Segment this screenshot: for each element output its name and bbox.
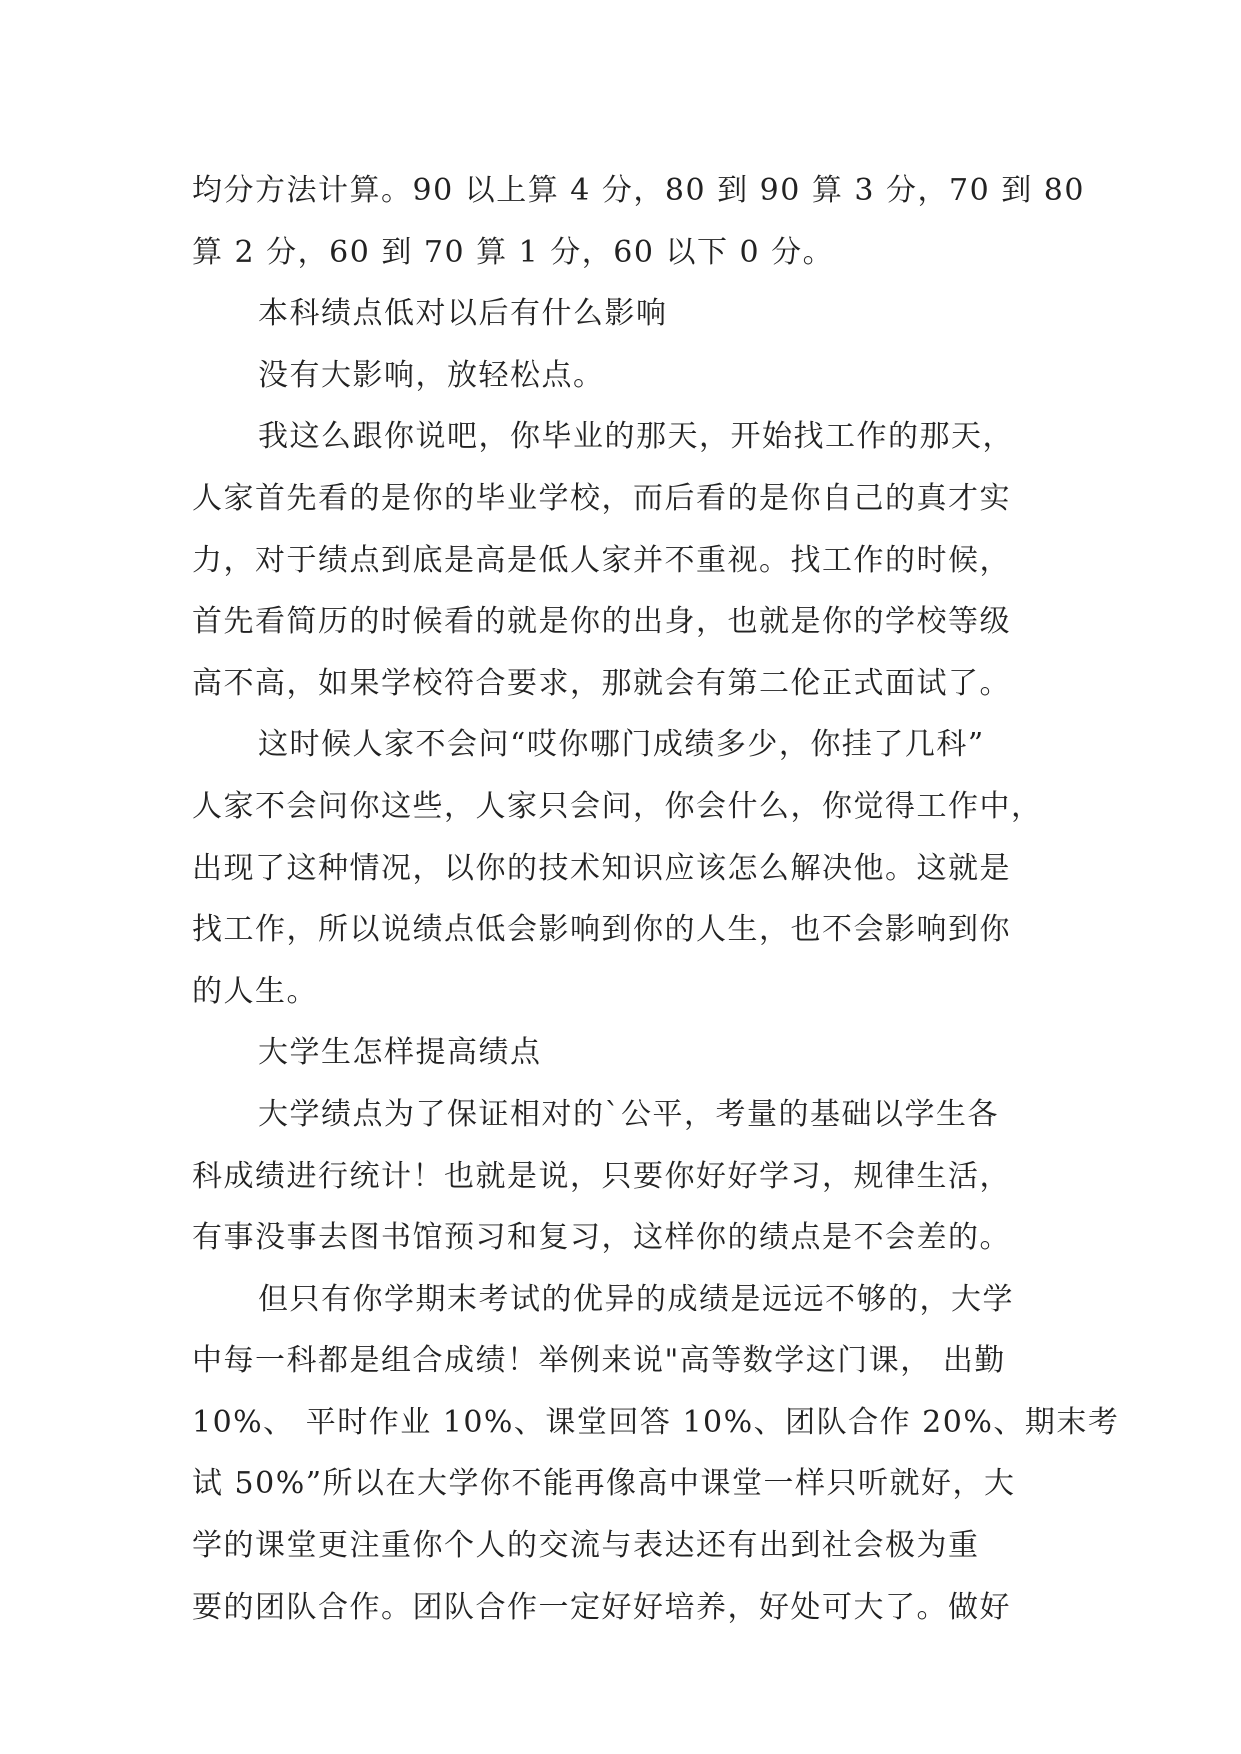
text-line: 学的课堂更注重你个人的交流与表达还有出到社会极为重 — [192, 1528, 980, 1564]
body-text — [192, 160, 1120, 1638]
text-line: 科成绩进行统计！也就是说，只要你好好学习，规律生活， — [192, 1158, 1011, 1194]
text-line: 人家不会问你这些，人家只会问，你会什么，你觉得工作中， — [192, 788, 1043, 824]
text-line: 首先看简历的时候看的就是你的出身，也就是你的学校等级 — [192, 604, 1011, 640]
text-line: 10%、 平时作业 10%、课堂回答 10%、团队合作 20%、期末考 — [192, 1404, 1120, 1440]
text-line: 没有大影响，放轻松点。 — [258, 357, 605, 393]
text-line: 人家首先看的是你的毕业学校，而后看的是你自己的真才实 — [192, 480, 1011, 516]
text-line: 算 2 分，60 到 70 算 1 分，60 以下 0 分。 — [192, 234, 835, 270]
text-line: 中每一科都是组合成绩！举例来说"高等数学这门课， 出勤 — [192, 1343, 1006, 1379]
text-line: 力，对于绩点到底是高是低人家并不重视。找工作的时候， — [192, 542, 1011, 578]
text-line: 找工作，所以说绩点低会影响到你的人生，也不会影响到你 — [192, 912, 1011, 948]
text-line: 试 50%”所以在大学你不能再像高中课堂一样只听就好，大 — [192, 1466, 1016, 1502]
text-line: 高不高，如果学校符合要求，那就会有第二伦正式面试了。 — [192, 665, 1011, 701]
text-line: 这时候人家不会问“哎你哪门成绩多少，你挂了几科” — [258, 727, 985, 763]
text-line: 大学绩点为了保证相对的`公平，考量的基础以学生各 — [258, 1096, 999, 1132]
text-line: 出现了这种情况，以你的技术知识应该怎么解决他。这就是 — [192, 850, 1011, 886]
text-line: 的人生。 — [192, 973, 318, 1009]
text-line: 要的团队合作。团队合作一定好好培养，好处可大了。做好 — [192, 1589, 1011, 1625]
text-line: 本科绩点低对以后有什么影响 — [258, 296, 668, 332]
text-line: 大学生怎样提高绩点 — [258, 1035, 542, 1071]
text-line: 但只有你学期末考试的优异的成绩是远远不够的，大学 — [258, 1281, 1014, 1317]
text-line: 有事没事去图书馆预习和复习，这样你的绩点是不会差的。 — [192, 1220, 1011, 1256]
text-line: 均分方法计算。90 以上算 4 分，80 到 90 算 3 分，70 到 80 — [192, 173, 1085, 208]
text-line: 我这么跟你说吧，你毕业的那天，开始找工作的那天， — [258, 419, 1014, 455]
